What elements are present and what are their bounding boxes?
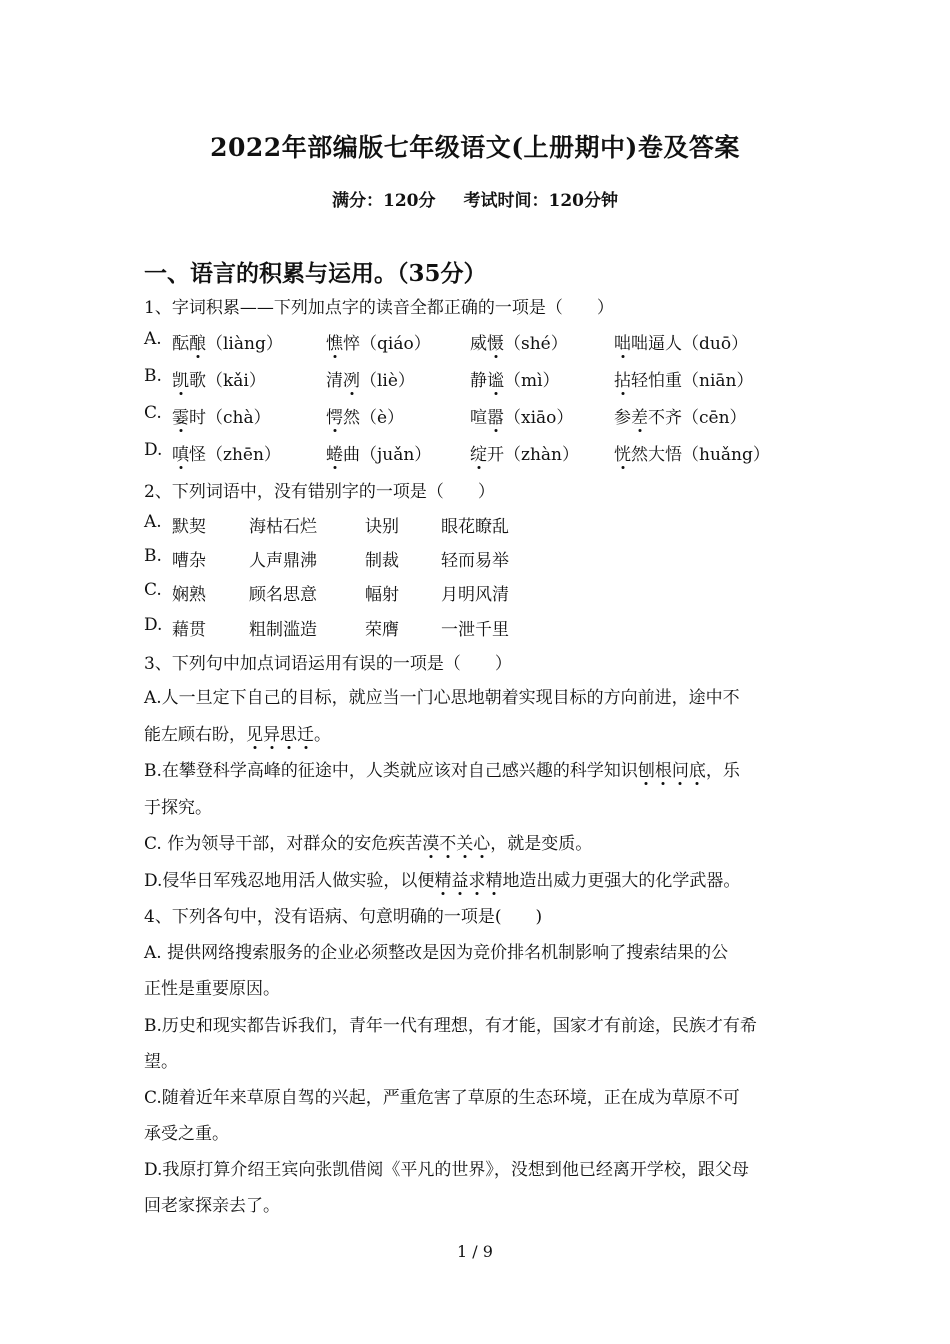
option-label: D. (144, 615, 163, 635)
option-label: D. (144, 440, 163, 460)
question-1-stem: 1、字词积累——下列加点字的读音全都正确的一项是（ ） (144, 298, 614, 318)
option-item: 威慑（shé） (470, 329, 568, 354)
page-title: 2022年部编版七年级语文(上册期中)卷及答案 (210, 133, 740, 162)
page-number: 1 / 9 (457, 1242, 493, 1261)
option-item: 轻而易举 (441, 551, 509, 571)
q3-option-a-line1: A.人一旦定下自己的目标，就应当一门心思地朝着实现目标的方向前进，途中不 (144, 688, 740, 708)
option-item: 愕然（è） (326, 403, 404, 428)
option-item: 粗制滥造 (249, 620, 317, 640)
q3-option-c: C. 作为领导干部，对群众的安危疾苦漠不关心，就是变质。 (144, 829, 592, 854)
option-label: C. (144, 580, 162, 600)
exam-info (0, 186, 950, 211)
option-item: 酝酿（liàng） (172, 329, 283, 354)
option-item: 凯歌（kǎi） (172, 366, 266, 391)
dotted-phrase: 漠不关心 (422, 834, 490, 854)
q3-option-a-line2: 能左顾右盼，见异思迁。 (144, 720, 331, 745)
option-item: 咄咄逼人（duō） (614, 329, 748, 354)
option-item: 嘈杂 (172, 551, 206, 571)
option-item: 默契 (172, 517, 206, 537)
option-item: 憔悴（qiáo） (326, 329, 431, 354)
option-item: 幅射 (365, 585, 399, 605)
q4-option-b-line2: 望。 (144, 1052, 178, 1072)
full-score: 满分：120分 (332, 191, 436, 211)
option-item: 静谧（mì） (470, 366, 560, 391)
option-item: 嗔怪（zhēn） (172, 440, 281, 465)
option-item: 清冽（liè） (326, 366, 415, 391)
q4-option-d-line2: 回老家探亲去了。 (144, 1196, 280, 1216)
option-item: 制裁 (365, 551, 399, 571)
q4-option-b-line1: B.历史和现实都告诉我们，青年一代有理想，有才能，国家才有前途，民族才有希 (144, 1016, 757, 1036)
option-item: 顾名思意 (249, 585, 317, 605)
option-item: 藉贯 (172, 620, 206, 640)
option-item: 恍然大悟（huǎng） (614, 440, 770, 465)
question-3-stem: 3、下列句中加点词语运用有误的一项是（ ） (144, 654, 512, 674)
option-label: B. (144, 546, 162, 566)
option-label: A. (144, 512, 162, 532)
question-4-stem: 4、下列各句中，没有语病、句意明确的一项是( ) (144, 907, 543, 927)
option-item: 海枯石烂 (249, 517, 317, 537)
option-item: 月明风清 (441, 585, 509, 605)
option-item: 娴熟 (172, 585, 206, 605)
q4-option-d-line1: D.我原打算介绍王宾向张凯借阅《平凡的世界》，没想到他已经离开学校，跟父母 (144, 1160, 749, 1180)
option-label: C. (144, 403, 162, 423)
section-heading: 一、语言的积累与运用。（35分） (144, 260, 487, 287)
dotted-phrase: 见异思迁 (246, 725, 314, 745)
option-item: 拈轻怕重（niān） (614, 366, 753, 391)
option-item: 荣膺 (365, 620, 399, 640)
exam-time: 考试时间：120分钟 (463, 191, 618, 211)
option-item: 蜷曲（juǎn） (326, 440, 431, 465)
q4-option-a-line2: 正性是重要原因。 (144, 979, 280, 999)
question-2-stem: 2、下列词语中，没有错别字的一项是（ ） (144, 482, 495, 502)
option-item: 参差不齐（cēn） (614, 403, 747, 428)
option-item: 喧嚣（xiāo） (470, 403, 573, 428)
q4-option-c-line2: 承受之重。 (144, 1124, 229, 1144)
q4-option-c-line1: C.随着近年来草原自驾的兴起，严重危害了草原的生态环境，正在成为草原不可 (144, 1088, 740, 1108)
option-item: 诀别 (365, 517, 399, 537)
q3-option-b-line2: 于探究。 (144, 798, 212, 818)
option-item: 霎时（chà） (172, 403, 271, 428)
q3-option-d: D.侵华日军残忍地用活人做实验，以便精益求精地造出威力更强大的化学武器。 (144, 866, 740, 891)
dotted-phrase: 精益求精 (434, 871, 502, 891)
q4-option-a-line1: A. 提供网络搜索服务的企业必须整改是因为竞价排名机制影响了搜索结果的公 (144, 943, 729, 963)
option-item: 绽开（zhàn） (470, 440, 579, 465)
option-item: 眼花瞭乱 (441, 517, 509, 537)
option-label: B. (144, 366, 162, 386)
option-item: 一泄千里 (441, 620, 509, 640)
dotted-phrase: 刨根问底 (638, 761, 706, 781)
q3-option-b-line1: B.在攀登科学高峰的征途中，人类就应该对自己感兴趣的科学知识刨根问底，乐 (144, 756, 740, 781)
option-label: A. (144, 329, 162, 349)
option-item: 人声鼎沸 (249, 551, 317, 571)
